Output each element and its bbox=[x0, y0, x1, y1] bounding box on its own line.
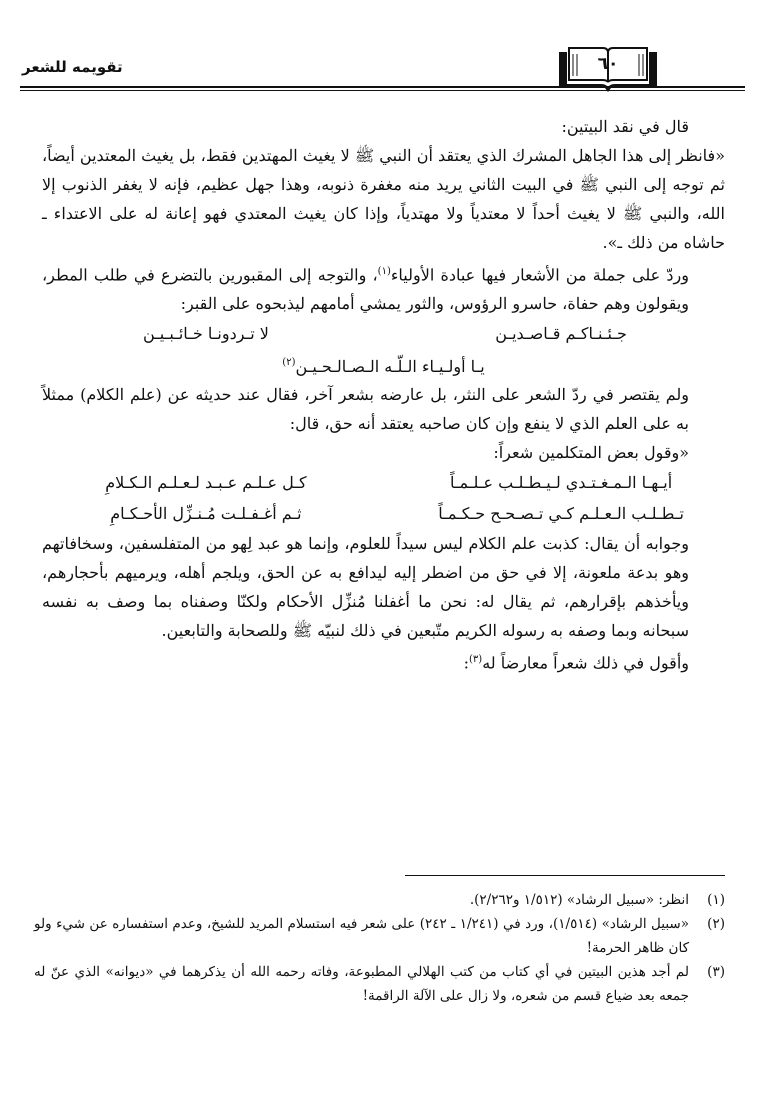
footnote-ref: (٢) bbox=[282, 357, 296, 369]
paragraph-text: وردّ على جملة من الأشعار فيها عبادة الأولياء bbox=[390, 265, 689, 285]
paragraph-intro: قال في نقد البيتين: bbox=[561, 117, 689, 136]
running-header-title: تقويمه للشعر bbox=[22, 58, 123, 76]
verse-line bbox=[42, 318, 725, 349]
footnote-item bbox=[34, 912, 725, 960]
paragraph-quote-start: «وقول بعض المتكلمين شعراً: bbox=[493, 442, 689, 462]
footnote-number: (١) bbox=[707, 892, 725, 908]
footnote-text: انظر: «سبيل الرشاد» (١/٥١٢ و٢/٢٦٢). bbox=[469, 892, 689, 908]
main-text bbox=[42, 112, 725, 677]
paragraph-kalam: ولم يقتصر في ردّ الشعر على النثر، بل عارضه بشعر آخر، فقال عند حديثه عن (علم الكلام) ممثلاً به على العلم الذي لا ينفع وإن كان صاحبه يعتقد أنه حق، قال: bbox=[42, 384, 689, 433]
footnote-ref: (٣) bbox=[469, 653, 483, 665]
footnote-text: «سبيل الرشاد» (١/٥١٤)، ورد في (١/٢٤١ ـ ٢٤٢) على شعر فيه استسلام المريد للشيخ، وعدم استفساره عن شيء ولو كان ظاهر الحرمة! bbox=[34, 916, 689, 956]
footnote-number: (٢) bbox=[707, 916, 725, 932]
verse-hemistich: تـطـلـب الـعـلـم كـي تـصـحـح حـكـمـاً bbox=[438, 503, 684, 523]
footnotes bbox=[34, 888, 725, 1008]
verse-hemistich: ثـم أغـفـلـت مُـنـزِّل الأحـكـامِ bbox=[110, 503, 302, 523]
paragraph-text: وأقول في ذلك شعراً معارضاً له bbox=[482, 652, 689, 672]
verse-hemistich: لا تـردونـا خـائـبـيـن bbox=[142, 324, 269, 344]
paragraph-response bbox=[42, 257, 725, 318]
verse-hemistich: يـا أولـيـاء الـلّـه الـصـالـحـيـن bbox=[295, 356, 485, 376]
paragraph-closing bbox=[42, 645, 725, 677]
verse-hemistich: كـل عـلـم عـبـد لـعـلـم الـكـلامِ bbox=[105, 472, 307, 492]
header-rule bbox=[20, 86, 745, 88]
footnote-text: لم أجد هذين البيتين في أي كتاب من كتب الهلالي المطبوعة، وفاته رحمه الله أن يذكرهما في «ديوانه» الذي عنّ له جمعه بعد ضياع قسم من شعره، ولا زال على الآلة الراقمة! bbox=[34, 964, 689, 1004]
page-number: ٦٠ bbox=[597, 54, 619, 74]
verse-hemistich: جـئـنـاكـم قـاصـديـن bbox=[495, 324, 627, 344]
footnote-item bbox=[34, 960, 725, 1008]
verse-line bbox=[42, 467, 725, 498]
verse-line bbox=[42, 498, 725, 529]
footnote-ref: (١) bbox=[377, 266, 391, 277]
paragraph-answer: وجوابه أن يقال: كذبت علم الكلام ليس سيداً للعلوم، وإنما هو عبد لِهو من المتفلسفين، وسخافاتهم وهو بدعة ملعونة، إلا في حق من اضطر إليه ليدافع به عن الحق، ويلجم أهله، ويرميهم بأحجارهم، ويأخذهم بإقرارهم، ثم يقال له: نحن ما أغفلنا مُنزِّل الأحكام ولكنّا وصفناه بما وصف به نفسه سبحانه وبما وصفه به رسوله الكريم متّبعين في ذلك لنبيّه ﷺ وللصحابة والتابعين. bbox=[42, 533, 690, 640]
verse-line bbox=[42, 349, 725, 379]
paragraph-text: ، والتوجه إلى المقبورين بالتضرع في طلب المطر، ويقولون وهم حفاة، حاسرو الرؤوس، والثور يمشي أمامهم ليذبحوه على القبر: bbox=[42, 265, 689, 314]
footnote-number: (٣) bbox=[707, 964, 725, 980]
footnote-item bbox=[34, 888, 725, 912]
paragraph-quote: «فانظر إلى هذا الجاهل المشرك الذي يعتقد أن النبي ﷺ لا يغيث المهتدين فقط، بل يغيث المعتدين أيضاً، ثم توجه إلى النبي ﷺ في البيت الثاني يريد منه مغفرة ذنوبه، وهذا جهل عظيم، فإنه لا يغفر الذنوب إلا الله، والنبي ﷺ لا يغيث أحداً لا معتدياً ولا مهتدياً، وإذا كان يغيث المعتدي فهو إعانة له على الاعتداء ـ حاشاه من ذلك ـ». bbox=[42, 146, 725, 252]
verse-hemistich: أيـهـا الـمـغـتـدي لـيـطـلـب عـلـمـاً bbox=[449, 472, 673, 492]
footnote-rule bbox=[405, 875, 725, 876]
paragraph-text: : bbox=[463, 652, 469, 672]
header-rule-thin bbox=[20, 90, 745, 91]
